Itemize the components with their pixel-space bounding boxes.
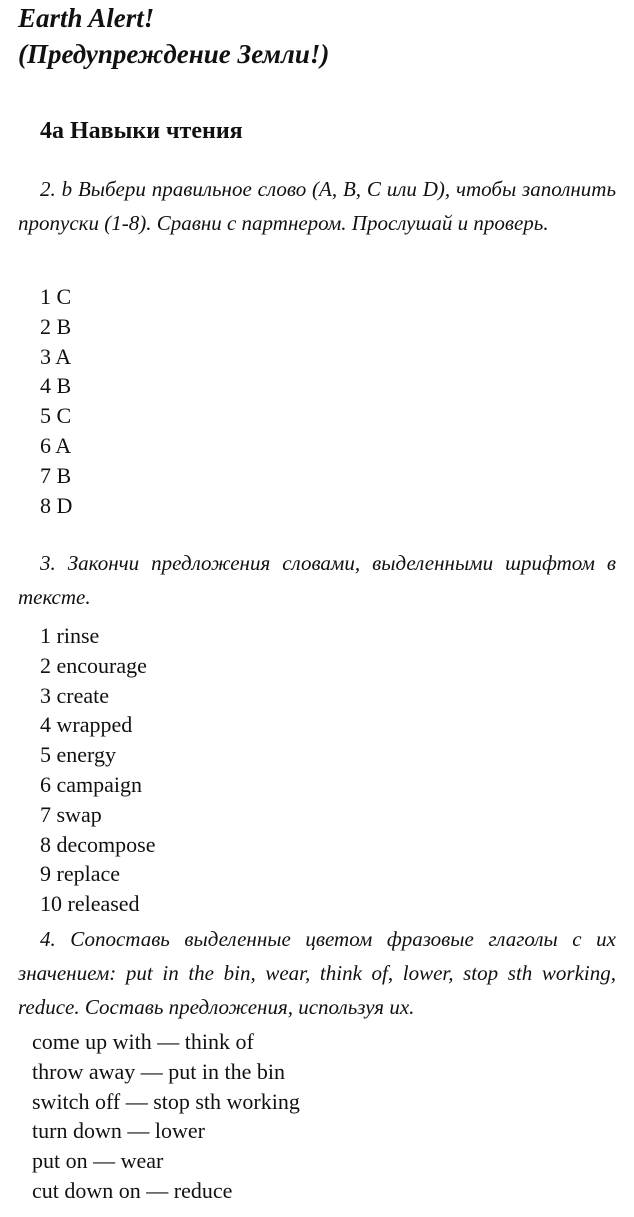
answer-item: 7 swap [40, 801, 102, 827]
title-line-english: Earth Alert! [18, 3, 155, 33]
answer-item: 2 encourage [40, 652, 147, 678]
exercise-3-answers [40, 621, 155, 919]
answer-item: 2 B [40, 313, 72, 339]
title-line-russian: (Предупреждение Земли!) [18, 39, 330, 69]
answer-item: 7 B [40, 462, 72, 488]
exercise-4-answers [32, 1027, 300, 1206]
exercise-2-instruction: 2. b Выбери правильное слово (A, B, C или D), чтобы заполнить пропуски (1-8). Сравни с партнером. Прослушай и проверь. [18, 177, 616, 235]
answer-item: turn down — lower [32, 1118, 205, 1144]
answer-item: 9 replace [40, 861, 120, 887]
answer-item: 1 rinse [40, 623, 100, 648]
section-heading: 4a Навыки чтения [40, 118, 243, 144]
exercise-4-instruction: 4. Сопоставь выделенные цветом фразовые глаголы с их значением: put in the bin, wear, think of, lower, stop sth working, reduce. Составь предложения, используя их. [18, 927, 616, 1019]
answer-item: 1 C [40, 284, 72, 309]
answer-item: cut down on — reduce [32, 1177, 233, 1203]
answer-item: 8 D [40, 492, 73, 518]
answer-item: come up with — think of [32, 1029, 254, 1054]
answer-item: 5 energy [40, 742, 116, 768]
page-title [18, 0, 329, 72]
answer-item: 4 B [40, 373, 72, 399]
answer-item: 3 A [40, 343, 72, 369]
answer-item: 6 campaign [40, 771, 143, 797]
answer-item: 4 wrapped [40, 712, 133, 738]
answer-item: switch off — stop sth working [32, 1088, 300, 1114]
answer-item: 5 C [40, 403, 72, 429]
exercise-3-instruction: 3. Закончи предложения словами, выделенными шрифтом в тексте. [18, 551, 616, 609]
answer-item: 3 create [40, 682, 109, 708]
answer-item: put on — wear [32, 1148, 164, 1174]
answer-item: 10 released [40, 891, 140, 917]
answer-item: 6 A [40, 432, 72, 458]
exercise-2-answers [40, 282, 72, 520]
answer-item: throw away — put in the bin [32, 1058, 285, 1084]
answer-item: 8 decompose [40, 831, 156, 857]
